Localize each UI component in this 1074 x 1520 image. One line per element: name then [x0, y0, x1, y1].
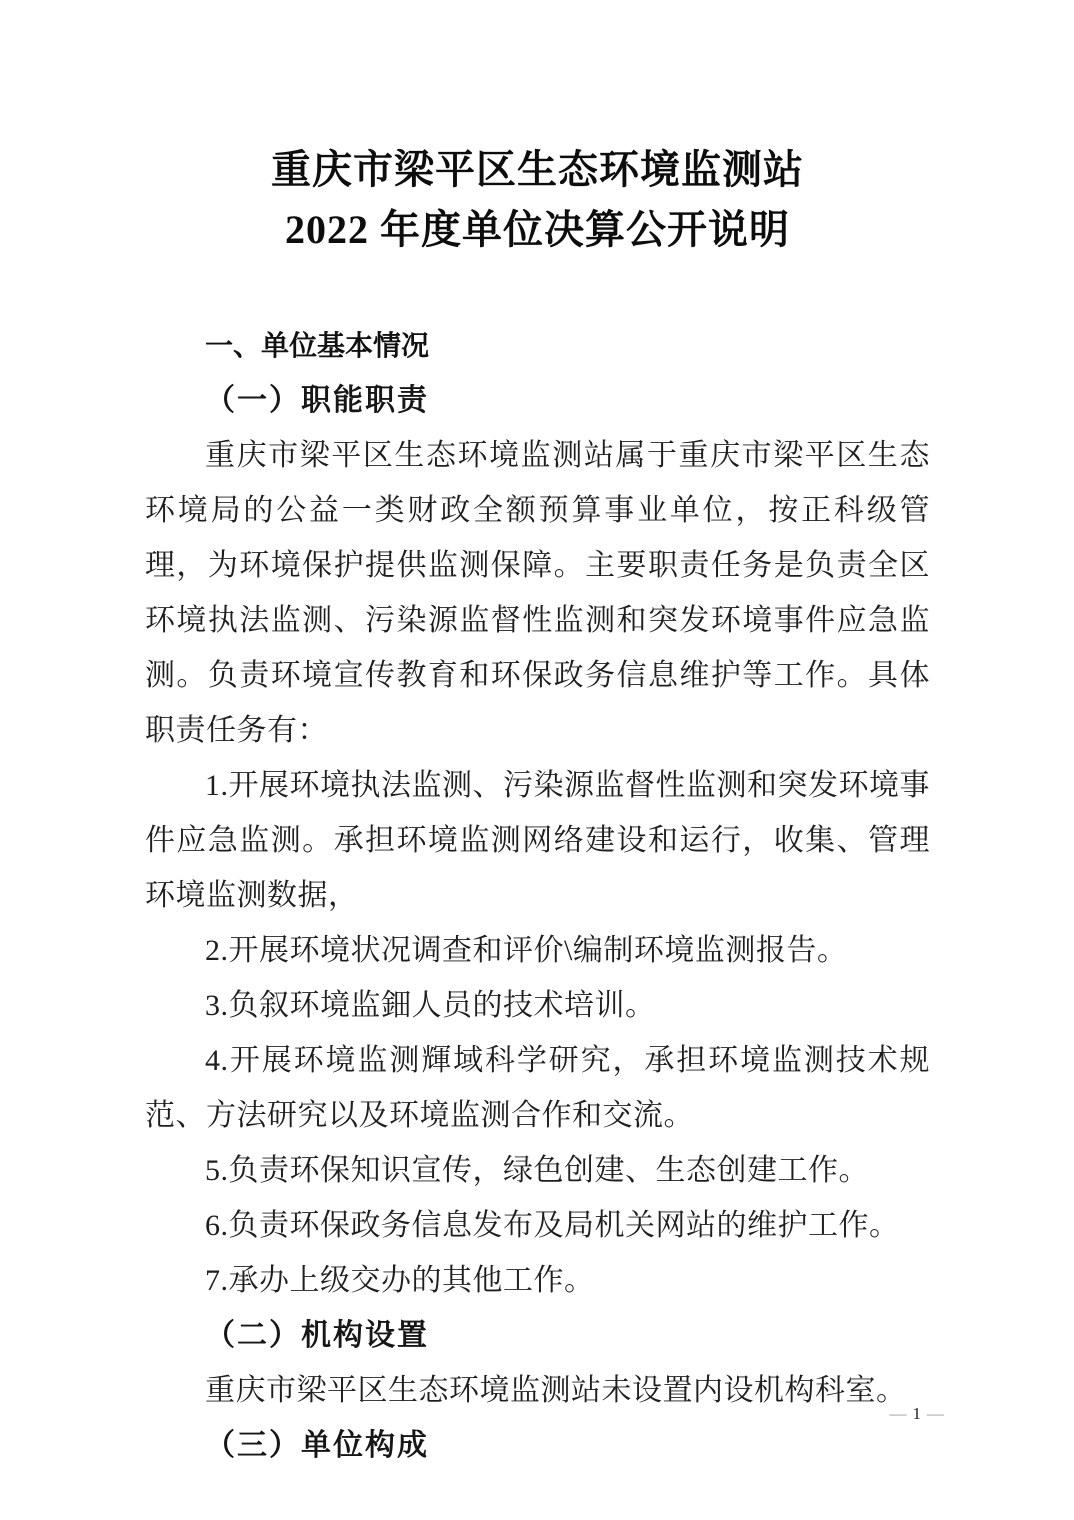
- duty-item-1: 1.开展环境执法监测、污染源监督性监测和突发环境事件应急监测。承担环境监测网络建设和运行，收集、管理环境监测数据，: [145, 769, 930, 912]
- page-number-dash-left: —: [889, 1404, 907, 1423]
- duty-item-7: 7.承办上级交办的其他工作。: [205, 1264, 595, 1297]
- paragraph-organization: 重庆市梁平区生态环境监测站未设置内设机构科室。: [205, 1374, 907, 1407]
- duty-item-5: 5.负责环保知识宣传，绿色创建、生态创建工作。: [205, 1154, 869, 1187]
- section-heading-basic-info: 一、单位基本情况: [205, 330, 430, 361]
- page-number-value: 1: [912, 1404, 921, 1423]
- duty-item-2: 2.开展环境状况调查和评价\编制环境监测报告。: [205, 934, 848, 967]
- duty-item-6: 6.负责环保政务信息发布及局机关网站的维护工作。: [205, 1209, 900, 1242]
- paragraph-intro: 重庆市梁平区生态环境监测站属于重庆市梁平区生态环境局的公益一类财政全额预算事业单位，按正科级管理，为环境保护提供监测保障。主要职责任务是负责全区环境执法监测、污染源监督性监测和突发环境事件应急监测。负责环境宣传教育和环保政务信息维护等工作。具体职责任务有：: [145, 439, 930, 747]
- subsection-heading-duties: （一）职能职责: [205, 384, 429, 417]
- page-number: [890, 1402, 945, 1426]
- title-line-2: 2022 年度单位决算公开说明: [285, 207, 790, 252]
- duty-item-4: 4.开展环境监测輝域科学研究，承担环境监测技术规范、方法研究以及环境监测合作和交流。: [145, 1044, 930, 1132]
- duty-item-3: 3.负叙环境监鈿人员的技术培训。: [205, 989, 656, 1022]
- document-title: [145, 140, 930, 260]
- subsection-heading-organization: （二）机构设置: [205, 1319, 429, 1352]
- page-number-dash-right: —: [927, 1404, 944, 1423]
- subsection-heading-composition: （三）单位构成: [205, 1429, 429, 1462]
- title-line-1: 重庆市梁平区生态环境监测站: [271, 147, 804, 192]
